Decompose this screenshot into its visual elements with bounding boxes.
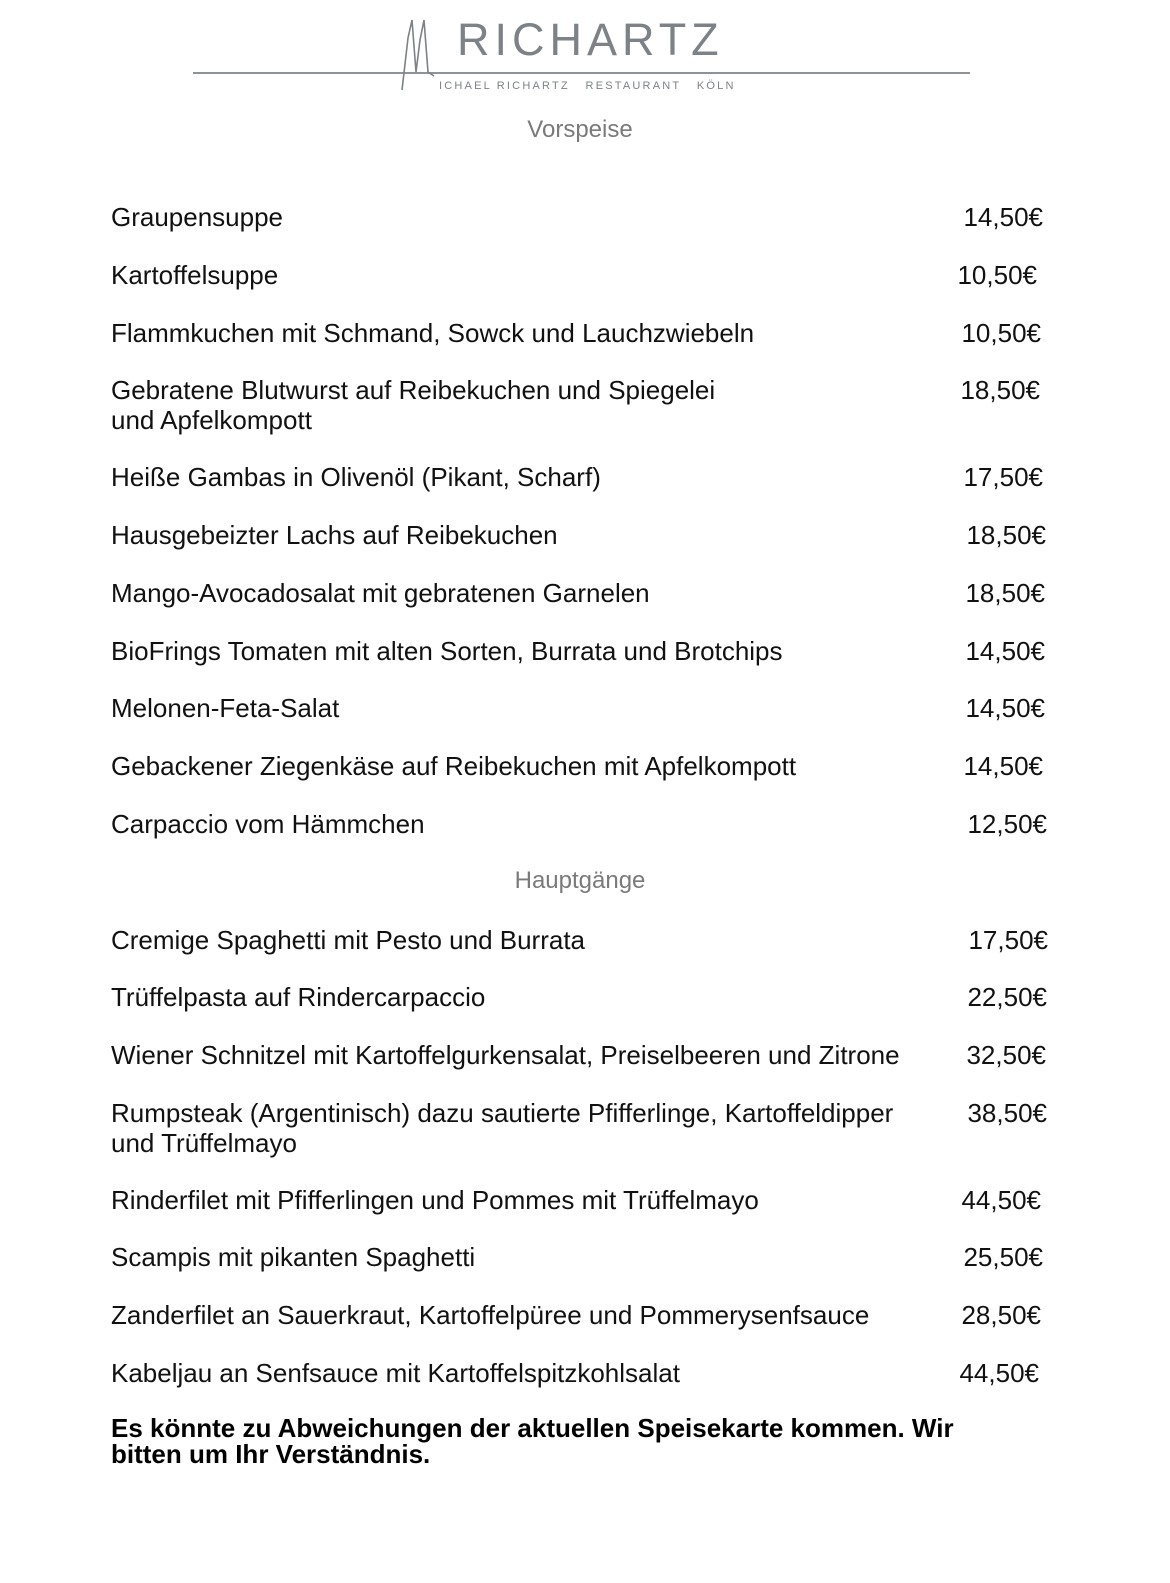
menu-item [111, 925, 1051, 955]
menu-item [111, 202, 1051, 232]
dish-price: 14,50€ [965, 693, 1045, 723]
dish-name: Kabeljau an Senfsauce mit Kartoffelspitzkohlsalat [111, 1358, 680, 1388]
dish-name-continued: und Trüffelmayo [111, 1128, 297, 1158]
dish-price: 12,50€ [967, 809, 1047, 839]
dish-price: 14,50€ [963, 202, 1043, 232]
dish-name: Rinderfilet mit Pfifferlingen und Pommes mit Trüffelmayo [111, 1185, 759, 1215]
menu-item [111, 809, 1051, 839]
dish-name: Kartoffelsuppe [111, 260, 279, 290]
dish-price: 28,50€ [961, 1300, 1041, 1330]
dish-name: Hausgebeizter Lachs auf Reibekuchen [111, 520, 558, 550]
logo-divider-line [193, 72, 970, 74]
menu-item [111, 636, 1051, 666]
dish-name: Graupensuppe [111, 202, 284, 232]
dish-name: Rumpsteak (Argentinisch) dazu sautierte Pfifferlinge, Kartoffeldipper [111, 1098, 894, 1128]
dish-name-continued: und Apfelkompott [111, 405, 312, 435]
menu-item [111, 1300, 1051, 1330]
dish-price: 10,50€ [957, 260, 1037, 290]
dish-name: Heiße Gambas in Olivenöl (Pikant, Scharf) [111, 462, 601, 492]
menu-item [111, 260, 1051, 290]
dish-name: Mango-Avocadosalat mit gebratenen Garnelen [111, 578, 650, 608]
dish-price: 14,50€ [963, 751, 1043, 781]
restaurant-logo [0, 0, 1170, 100]
menu-item [111, 1242, 1051, 1272]
dish-name: Scampis mit pikanten Spaghetti [111, 1242, 476, 1272]
dish-price: 10,50€ [961, 318, 1041, 348]
menu-item [111, 462, 1051, 492]
dish-name: Wiener Schnitzel mit Kartoffelgurkensalat, Preiselbeeren und Zitrone [111, 1040, 900, 1070]
menu-item [111, 1185, 1051, 1215]
dish-name: Cremige Spaghetti mit Pesto und Burrata [111, 925, 586, 955]
logo-subtitle: ICHAEL RICHARTZ RESTAURANT KÖLN [439, 80, 736, 92]
dish-price: 44,50€ [961, 1185, 1041, 1215]
menu-item [111, 982, 1051, 1012]
dish-name: Carpaccio vom Hämmchen [111, 809, 425, 839]
menu-item [111, 751, 1051, 781]
menu-item [111, 1098, 1051, 1158]
dish-price: 38,50€ [967, 1098, 1047, 1128]
dish-name: Gebratene Blutwurst auf Reibekuchen und Spiegelei [111, 375, 716, 405]
logo-title: RICHARTZ [457, 14, 724, 65]
dish-name: Gebackener Ziegenkäse auf Reibekuchen mit Apfelkompott [111, 751, 797, 781]
dish-price: 14,50€ [965, 636, 1045, 666]
dish-name: Zanderfilet an Sauerkraut, Kartoffelpüree und Pommerysenfsauce [111, 1300, 870, 1330]
section-title-starters: Vorspeise [527, 116, 633, 143]
menu-item [111, 693, 1051, 723]
dish-price: 17,50€ [968, 925, 1048, 955]
menu-item [111, 375, 1051, 435]
section-title-mains: Hauptgänge [514, 867, 646, 894]
menu-disclaimer: Es könnte zu Abweichungen der aktuellen Speisekarte kommen. Wir bitten um Ihr Verständnis. [111, 1413, 954, 1469]
menu-item [111, 1040, 1051, 1070]
dish-price: 18,50€ [966, 520, 1046, 550]
dish-name: BioFrings Tomaten mit alten Sorten, Burrata und Brotchips [111, 636, 783, 666]
dish-price: 25,50€ [963, 1242, 1043, 1272]
menu-item [111, 318, 1051, 348]
dish-price: 17,50€ [963, 462, 1043, 492]
menu-item [111, 578, 1051, 608]
dish-name: Melonen-Feta-Salat [111, 693, 340, 723]
dish-price: 32,50€ [966, 1040, 1046, 1070]
dish-name: Trüffelpasta auf Rindercarpaccio [111, 982, 486, 1012]
dish-price: 44,50€ [959, 1358, 1039, 1388]
dish-price: 18,50€ [960, 375, 1040, 405]
cathedral-m-icon [398, 12, 438, 92]
dish-name: Flammkuchen mit Schmand, Sowck und Lauchzwiebeln [111, 318, 755, 348]
menu-item [111, 1358, 1051, 1388]
menu-item [111, 520, 1051, 550]
dish-price: 18,50€ [965, 578, 1045, 608]
dish-price: 22,50€ [967, 982, 1047, 1012]
